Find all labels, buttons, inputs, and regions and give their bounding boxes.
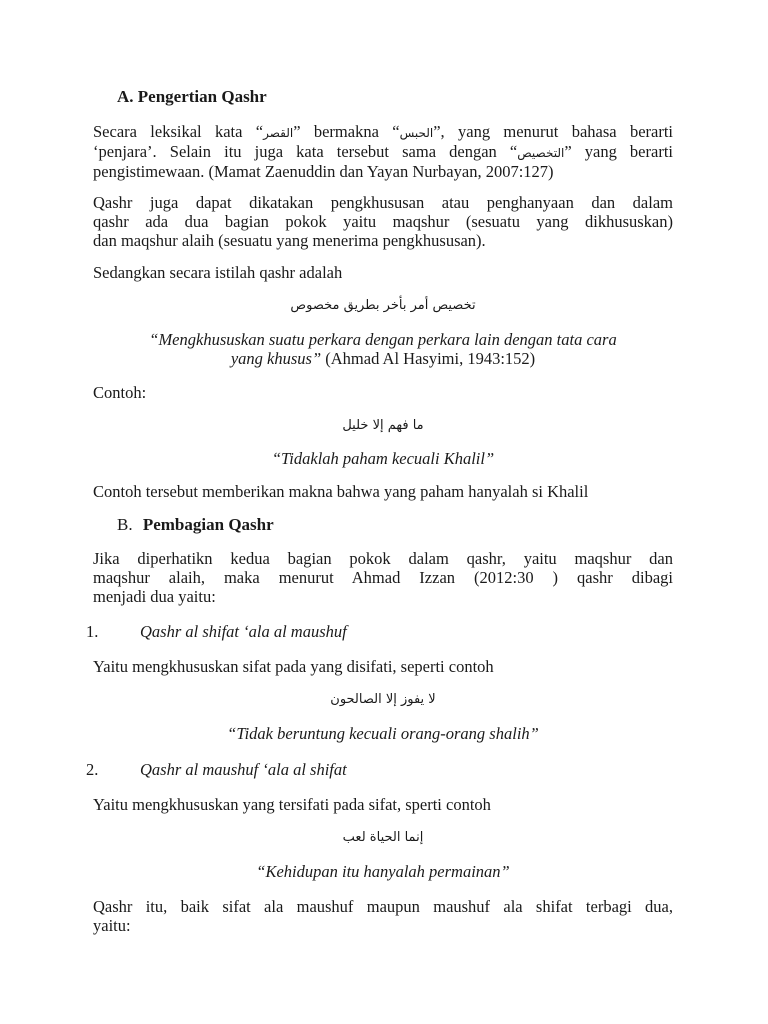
p1-line2-text-1: ‘penjara’. Selain itu juga kata tersebut sama dengan “ — [93, 142, 518, 161]
item1-translation: “Tidak beruntung kecuali orang-orang shalih” — [227, 724, 539, 743]
item2-description: Yaitu mengkhususkan yang tersifati pada sifat, sperti contoh — [93, 795, 491, 814]
closing-line1: Qashr itu, baik sifat ala maushuf maupun maushuf ala shifat terbagi dua, — [93, 897, 673, 916]
item1-title: Qashr al shifat ‘ala al maushuf — [140, 622, 347, 641]
item1-number: 1. — [86, 622, 99, 641]
definition-quote-line1: “Mengkhususkan suatu perkara dengan perkara lain dengan tata cara — [149, 330, 617, 349]
closing-line2: yaitu: — [93, 916, 131, 935]
contoh-label: Contoh: — [93, 383, 147, 402]
quote-italic-part: yang khusus” — [230, 349, 322, 368]
p1-text-2: ” bermakna “ — [293, 122, 400, 141]
section-a-p1-line2 — [93, 142, 673, 163]
arabic-inline-habs: الحبس — [399, 126, 434, 140]
section-a-p1-line3: pengistimewaan. (Mamat Zaenuddin dan Yayan Nurbayan, 2007:127) — [93, 162, 554, 181]
section-b-p1-line2: maqshur alaih, maka menurut Ahmad Izzan (2012:30 ) qashr dibagi — [93, 568, 673, 587]
item1-description: Yaitu mengkhususkan sifat pada yang disifati, seperti contoh — [93, 657, 494, 676]
arabic-example: ما فهم إلا خليل — [342, 418, 424, 433]
item2-title: Qashr al maushuf ‘ala al shifat — [140, 760, 347, 779]
section-a-p2-line1: Qashr juga dapat dikatakan pengkhususan atau penghanyaan dan dalam — [93, 193, 673, 212]
item2-translation: “Kehidupan itu hanyalah permainan” — [256, 862, 510, 881]
quote-citation: (Ahmad Al Hasyimi, 1943:152) — [321, 349, 536, 368]
arabic-definition: تخصيص أمر بأخر بطريق مخصوص — [290, 298, 476, 313]
item2-number: 2. — [86, 760, 99, 779]
section-a-heading: A. Pengertian Qashr — [117, 87, 267, 106]
section-b-p1-line1: Jika diperhatikn kedua bagian pokok dalam qashr, yaitu maqshur dan — [93, 549, 673, 568]
item2-arabic-example: إنما الحياة لعب — [342, 830, 424, 845]
p1-text-3: ”, yang menurut bahasa berarti — [433, 122, 674, 141]
p1-text-1: Secara leksikal kata “ — [93, 122, 264, 141]
section-a-p1-line1 — [93, 122, 673, 143]
definition-quote-line2 — [93, 349, 673, 369]
section-b-prefix: B. — [117, 515, 133, 534]
arabic-inline-takhshish: التخصيص — [517, 146, 565, 160]
section-b-heading — [117, 515, 274, 535]
example-note: Contoh tersebut memberikan makna bahwa yang paham hanyalah si Khalil — [93, 482, 589, 501]
arabic-inline-qashr: القصر — [263, 126, 294, 140]
section-b-title: Pembagian Qashr — [142, 515, 274, 534]
p1-line2-text-2: ” yang berarti — [564, 142, 673, 161]
example-translation: “Tidaklah paham kecuali Khalil” — [271, 449, 495, 468]
section-a-p2-line2: qashr ada dua bagian pokok yaitu maqshur (sesuatu yang dikhususkan) — [93, 212, 673, 231]
section-a-p2-line3: dan maqshur alaih (sesuatu yang menerima pengkhususan). — [93, 231, 486, 250]
section-a-p3: Sedangkan secara istilah qashr adalah — [93, 263, 343, 282]
section-b-p1-line3: menjadi dua yaitu: — [93, 587, 216, 606]
item1-arabic-example: لا يفوز إلا الصالحون — [330, 692, 436, 707]
